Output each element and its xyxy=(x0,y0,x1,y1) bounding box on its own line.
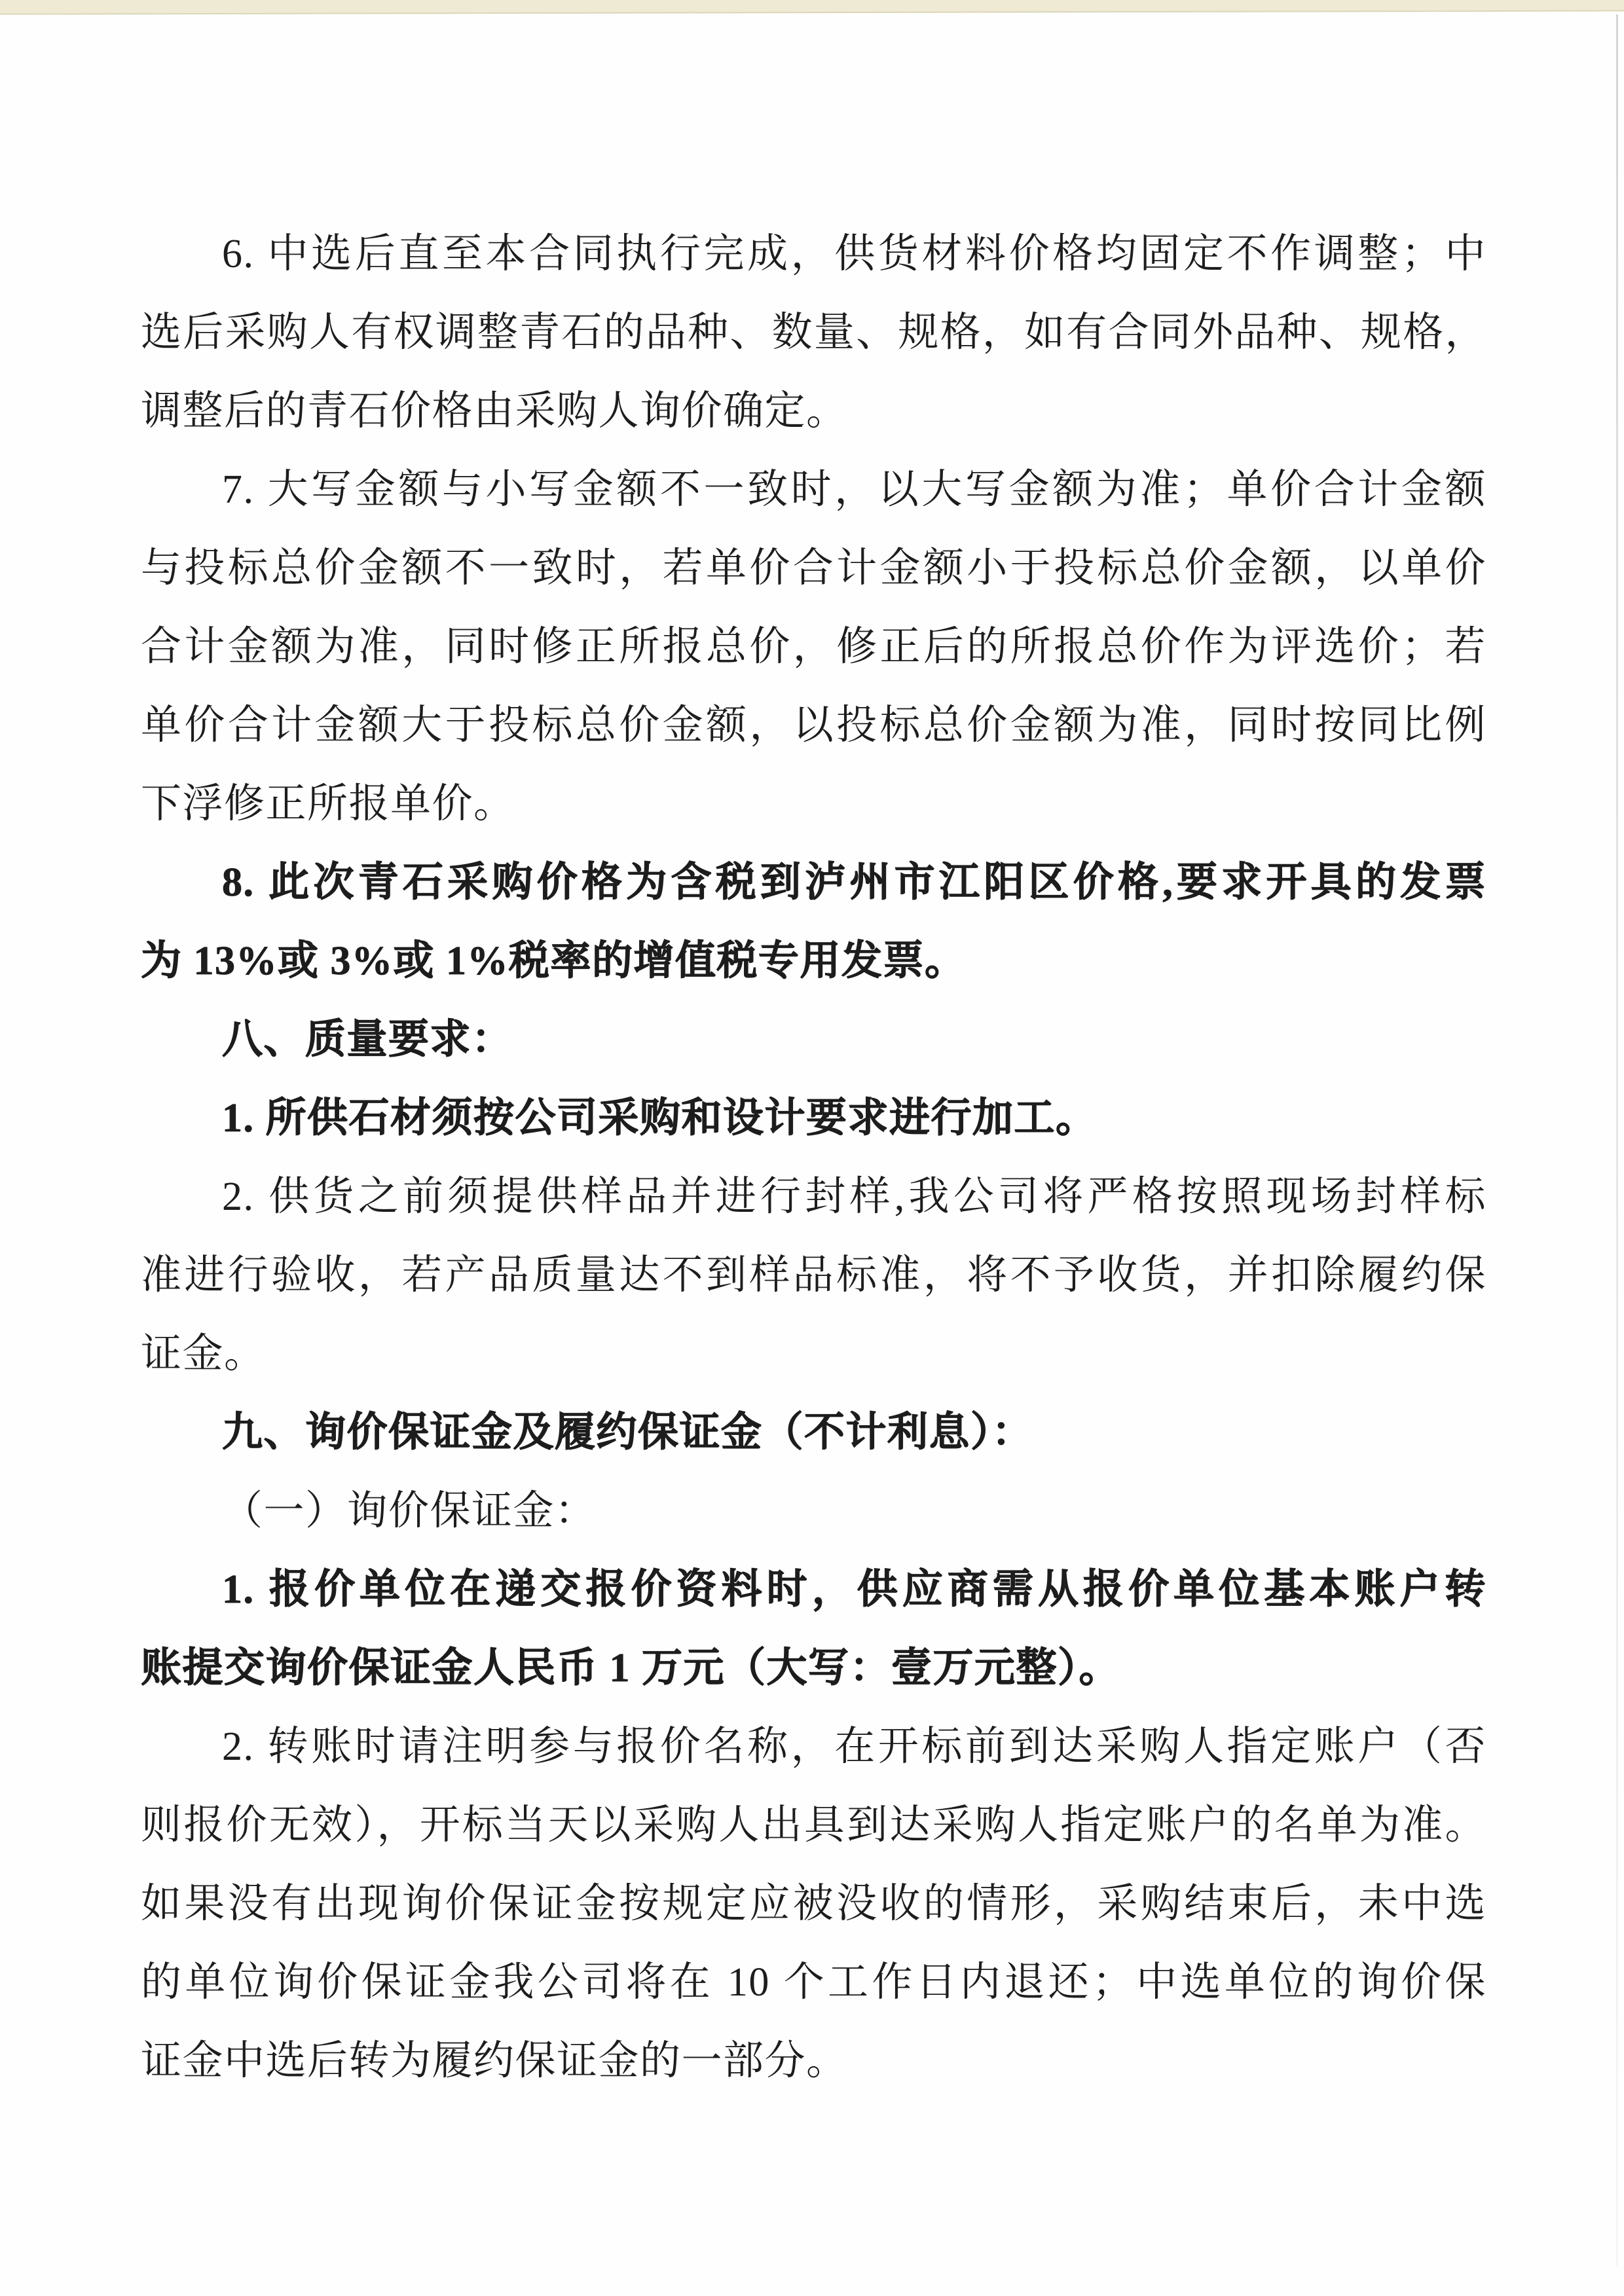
heading-section-eight xyxy=(141,1000,1486,1079)
deposit-item-2 xyxy=(141,1707,1486,2100)
subheading-inquiry-deposit xyxy=(141,1472,1486,1550)
quality-item-1 xyxy=(141,1079,1486,1157)
text-line: 8. 此次青石采购价格为含税到泸州市江阳区价格,要求开具的发票 xyxy=(222,860,1486,905)
text-line: 证金。 xyxy=(141,1332,266,1376)
text-line: 6. 中选后直至本合同执行完成，供货材料价格均固定不作调整；中 xyxy=(222,232,1486,276)
text-line: 则报价无效），开标当天以采购人出具到达采购人指定账户的名单为准。 xyxy=(141,1803,1486,1848)
clause-8 xyxy=(141,843,1486,1000)
text-line: 7. 大写金额与小写金额不一致时，以大写金额为准；单价合计金额 xyxy=(222,467,1486,512)
text-line: 1. 所供石材须按公司采购和设计要求进行加工。 xyxy=(222,1096,1098,1140)
document-body xyxy=(141,215,1486,2100)
scan-edge-top xyxy=(0,0,1624,15)
text-line: 的单位询价保证金我公司将在 10 个工作日内退还；中选单位的询价保 xyxy=(141,1960,1486,2005)
text-line: 1. 报价单位在递交报价资料时，供应商需从报价单位基本账户转 xyxy=(222,1567,1486,1612)
text-line: （一）询价保证金： xyxy=(222,1489,597,1533)
text-line: 账提交询价保证金人民币 1 万元（大写：壹万元整）。 xyxy=(141,1646,1121,1690)
deposit-item-1 xyxy=(141,1550,1486,1707)
text-line: 为 13%或 3%或 1%税率的增值税专用发票。 xyxy=(141,939,967,983)
clause-6 xyxy=(141,215,1486,450)
heading-section-nine xyxy=(141,1393,1486,1472)
text-line: 选后采购人有权调整青石的品种、数量、规格，如有合同外品种、规格， xyxy=(141,310,1486,355)
text-line: 合计金额为准，同时修正所报总价，修正后的所报总价作为评选价；若 xyxy=(141,625,1486,669)
text-line: 准进行验收，若产品质量达不到样品标准，将不予收货，并扣除履约保 xyxy=(141,1253,1486,1298)
quality-item-2 xyxy=(141,1157,1486,1393)
text-line: 下浮修正所报单价。 xyxy=(141,782,515,826)
clause-7 xyxy=(141,450,1486,843)
text-line: 2. 转账时请注明参与报价名称，在开标前到达采购人指定账户（否 xyxy=(222,1724,1486,1769)
text-line: 单价合计金额大于投标总价金额，以投标总价金额为准，同时按同比例 xyxy=(141,703,1486,748)
section-heading: 九、询价保证金及履约保证金（不计利息）： xyxy=(222,1410,1034,1455)
text-line: 如果没有出现询价保证金按规定应被没收的情形，采购结束后，未中选 xyxy=(141,1882,1486,1926)
section-heading: 八、质量要求： xyxy=(222,1017,513,1062)
text-line: 与投标总价金额不一致时，若单价合计金额小于投标总价金额，以单价 xyxy=(141,546,1486,591)
text-line: 2. 供货之前须提供样品并进行封样,我公司将严格按照现场封样标 xyxy=(222,1175,1486,1219)
text-line: 调整后的青石价格由采购人询价确定。 xyxy=(141,389,848,433)
text-line: 证金中选后转为履约保证金的一部分。 xyxy=(141,2039,848,2083)
scan-edge-right xyxy=(1616,14,1618,2267)
